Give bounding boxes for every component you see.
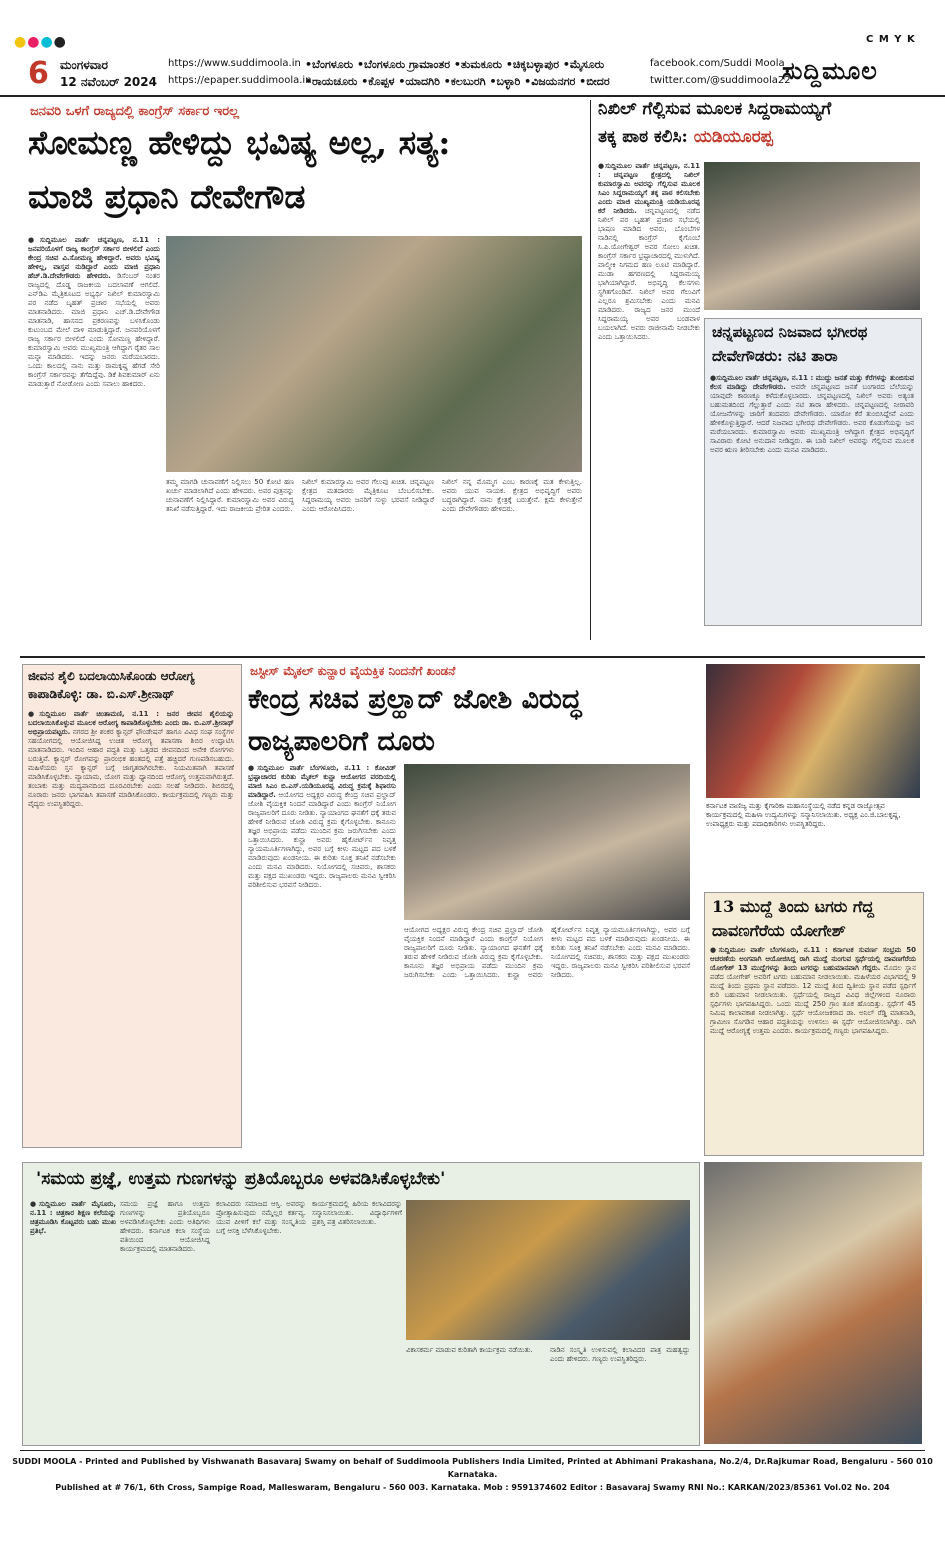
story6-byline: ●ಸುದ್ದಿಮೂಲ ವಾರ್ತೆ ಬೆಂಗಳೂರು, ನ.11 : ಕರ್ನಾಟಕ ಸುವರ್ಣ ಸಂಭ್ರಮ 50 ಆಚರಣೆಯ ಅಂಗವಾಗಿ ಆಯೋಜಿಸಿದ್ದ ರಾಗಿ ಮುದ್ದೆ ನುಂಗುವ ಸ್ಪರ್ಧೆಯಲ್ಲಿ ದಾವಣಗೆರೆಯ ಯೋಗೇಶ್ 13 ಮುದ್ದೆಗಳನ್ನು ತಿಂದು ಟಗರನ್ನು ಬಹುಮಾನವಾಗಿ ಗೆದ್ದರು.: [710, 946, 916, 972]
story6-body: ●ಸುದ್ದಿಮೂಲ ವಾರ್ತೆ ಬೆಂಗಳೂರು, ನ.11 : ಕರ್ನಾಟಕ ಸುವರ್ಣ ಸಂಭ್ರಮ 50 ಆಚರಣೆಯ ಅಂಗವಾಗಿ ಆಯೋಜಿಸಿದ್ದ ರಾಗಿ ಮುದ್ದೆ ನುಂಗುವ ಸ್ಪರ್ಧೆಯಲ್ಲಿ ದಾವಣಗೆರೆಯ ಯೋಗೇಶ್ 13 ಮುದ್ದೆಗಳನ್ನು ತಿಂದು ಟಗರನ್ನು ಬಹುಮಾನವಾಗಿ ಗೆದ್ದರು. ಮೊದಲ ಸ್ಥಾನ ಪಡೆದ ಯೋಗೇಶ್ ಅವರಿಗೆ ಟಗರು ಬಹುಮಾನ ನೀಡಲಾಯಿತು. ಮಹಿಳೆಯರ ವಿಭಾಗದಲ್ಲಿ 9 ಮುದ್ದೆ ತಿಂದು ಪ್ರಥಮ ಸ್ಥಾನ ಪಡೆದರು. 12 ಮುದ್ದೆ ತಿಂದ ದ್ವಿತೀಯ ಸ್ಥಾನ ಪಡೆದ ಸ್ಪರ್ಧಿಗೆ ಕುರಿ ಬಹುಮಾನ ನೀಡಲಾಯಿತು. ಸ್ಪರ್ಧೆಯಲ್ಲಿ ರಾಜ್ಯದ ವಿವಿಧ ಜಿಲ್ಲೆಗಳಿಂದ ನೂರಾರು ಸ್ಪರ್ಧಿಗಳು ಭಾಗವಹಿಸಿದ್ದರು. ಒಂದು ಮುದ್ದೆ 250 ಗ್ರಾಂ ತೂಕ ಹೊಂದಿತ್ತು. ಸ್ಪರ್ಧೆಗೆ 45 ನಿಮಿಷ ಕಾಲಾವಕಾಶ ನೀಡಲಾಗಿತ್ತು. ಸ್ಪರ್ಧೆ ಆಯೋಜಕರಾದ ಡಾ. ಅನಿಲ್ ರೆಡ್ಡಿ ಮಾತನಾಡಿ, ಗ್ರಾಮೀಣ ಸೊಗಡಿನ ಆಹಾರ ಪದ್ಧತಿಯನ್ನು ಉಳಿಸಲು ಈ ಸ್ಪರ್ಧೆ ಆಯೋಜಿಸಲಾಗಿತ್ತು. ರಾಗಿ ಮುದ್ದೆ ಆರೋಗ್ಯಕ್ಕೆ ಉತ್ತಮ ಎಂದರು. ಕಾರ್ಯಕ್ರಮದಲ್ಲಿ ಗಣ್ಯರು ಭಾಗವಹಿಸಿದ್ದರು.: [710, 946, 916, 1035]
story7-byline: ●ಸುದ್ದಿಮೂಲ ವಾರ್ತೆ ಮೈಸೂರು, ನ.11 : ಚಿತ್ರಕಾರ ಶಿಕ್ಷಣ ಕಲೆಯನ್ನು ಚಿತ್ರಮೂಡಿಸಿ ಕೊಟ್ಟವರು ಬಹು ಮುಖ ಪ್ರತಿಭೆ.: [30, 1200, 116, 1235]
edition-cities-row1: •ಬೆಂಗಳೂರು •ಬೆಂಗಳೂರು ಗ್ರಾಮಾಂತರ •ತುಮಕೂರು •ಚಿಕ್ಕಬಳ್ಳಾಪುರ •ಮೈಸೂರು: [305, 58, 605, 71]
story4-headline-line2: ಕಾಪಾಡಿಕೊಳ್ಳಿ: ಡಾ. ಬಿ.ಎಸ್.ಶ್ರೀನಾಥ್: [28, 687, 175, 701]
story1-headline-line1: ಸೋಮಣ್ಣ ಹೇಳಿದ್ದು ಭವಿಷ್ಯ ಅಲ್ಲ, ಸತ್ಯ:: [28, 123, 451, 162]
masthead-date: 12 ನವೆಂಬರ್ 2024: [60, 75, 157, 89]
story4-headline-line1: ಜೀವನ ಶೈಲಿ ಬದಲಾಯಿಸಿಕೊಂಡು ಆರೋಗ್ಯ: [28, 669, 195, 683]
page-number: 6: [28, 56, 49, 91]
story5-headline-line2: ರಾಜ್ಯಪಾಲರಿಗೆ ದೂರು: [248, 726, 435, 757]
story7-body-col6: ನಾಡಿನ ಸಂಸ್ಕೃತಿ ಉಳಿಸುವಲ್ಲಿ ಕಲಾವಿದರ ಪಾತ್ರ ಮಹತ್ವದ್ದು ಎಂದು ಹೇಳಿದರು. ಗಣ್ಯರು ಉಪಸ್ಥಿತರಿದ್ದರು.: [550, 1346, 690, 1363]
website-link[interactable]: https://www.suddimoola.in: [168, 58, 301, 69]
story1-body-col4: ನಿಖಿಲ್ ನನ್ನ ಮೊಮ್ಮಗ ಎಂಬ ಕಾರಣಕ್ಕೆ ಮತ ಕೇಳುತ್ತಿಲ್ಲ. ಅವರು ಯುವ ನಾಯಕ. ಕ್ಷೇತ್ರದ ಅಭಿವೃದ್ಧಿಗೆ ಅವರು ಬದ್ಧರಾಗಿದ್ದಾರೆ. ನಾನು ಕ್ಷೇತ್ರಕ್ಕೆ ಬರುತ್ತೇನೆ. ಕ್ಷಮೆ ಕೇಳುತ್ತೇನೆ ಎಂದು ದೇವೇಗೌಡರು ಹೇಳಿದರು.: [442, 478, 582, 513]
section-divider: [20, 656, 925, 658]
registration-dots: ●●●●: [14, 34, 67, 50]
story7-body-col4: ಕಾರ್ಯಕ್ರಮದಲ್ಲಿ ಹಿರಿಯ ಕಲಾವಿದರನ್ನು ಸನ್ಮಾನಿಸಲಾಯಿತು. ವಿದ್ಯಾರ್ಥಿಗಳಿಗೆ ಪ್ರಶಸ್ತಿ ಪತ್ರ ವಿತರಿಸಲಾಯಿತು.: [312, 1200, 402, 1226]
story6-headline-line1: 13 ಮುದ್ದೆ ತಿಂದು ಟಗರು ಗೆದ್ದ: [712, 897, 875, 916]
imprint-footer: [0, 1455, 945, 1494]
story5-byline: ●ಸುದ್ದಿಮೂಲ ವಾರ್ತೆ ಬೆಂಗಳೂರು, ನ.11 : ಕೋವಿಡ್ ಭ್ರಷ್ಟಾಚಾರದ ಕುರಿತು ಮೈಕಲ್ ಕುನ್ಹಾ ಆಯೋಗದ ವರದಿಯಲ್ಲಿ ಮಾಜಿ ಸಿಎಂ ಬಿ.ಎಸ್.ಯಡಿಯೂರಪ್ಪ ವಿರುದ್ಧ ಕ್ರಮಕ್ಕೆ ಶಿಫಾರಸು ಮಾಡಿದ್ದಾರೆ.: [248, 764, 396, 799]
story7-photo: [406, 1200, 690, 1340]
story2-body: ಚನ್ನಪಟ್ಟಣದಲ್ಲಿ ನಡೆದ ನಿಖಿಲ್ ಪರ ಬೃಹತ್ ಪ್ರಚಾರ ಸಭೆಯಲ್ಲಿ ಭಾಷಣ ಮಾಡಿದ ಅವರು, ಬೊಂಬೆಗಳ ನಾಡಿನಲ್ಲಿ ಕಾಂಗ್ರೆಸ್ ಕೈಗೊಂಬೆ ಸಿ.ಪಿ.ಯೋಗೇಶ್ವರ್ ಅವರ ಸೋಲು ಖಚಿತ. ಕಾಂಗ್ರೆಸ್ ಸರ್ಕಾರ ಭ್ರಷ್ಟಾಚಾರದಲ್ಲಿ ಮುಳುಗಿದೆ. ವಾಲ್ಮೀಕಿ ನಿಗಮದ ಹಣ ಲೂಟಿ ಮಾಡಿದ್ದಾರೆ. ಮುಡಾ ಹಗರಣದಲ್ಲಿ ಸಿದ್ದರಾಮಯ್ಯ ಭಾಗಿಯಾಗಿದ್ದಾರೆ. ಅಭಿವೃದ್ಧಿ ಕೆಲಸಗಳು ಸ್ಥಗಿತಗೊಂಡಿವೆ. ನಿಖಿಲ್ ಅವರ ಗೆಲುವಿಗೆ ಎಲ್ಲರೂ ಶ್ರಮಿಸಬೇಕು ಎಂದು ಮನವಿ ಮಾಡಿದರು. ರಾಜ್ಯದ ಜನರ ಮುಂದೆ ಸಿದ್ದರಾಮಯ್ಯ ಅವರ ಬಂಡವಾಳ ಬಯಲಾಗಿದೆ. ಅವರು ರಾಜೀನಾಮೆ ನೀಡಬೇಕು ಎಂದು ಒತ್ತಾಯಿಸಿದರು.: [598, 207, 700, 341]
story2-headline-line2: ತಕ್ಕ ಪಾಠ ಕಲಿಸಿ: ಯಡಿಯೂರಪ್ಪ: [598, 127, 773, 147]
story7-body-col3: ಕಲಾವಿದರು ಸಮಾಜದ ಆಸ್ತಿ. ಅವರನ್ನು ಪ್ರೋತ್ಸಾಹಿಸುವುದು ನಮ್ಮೆಲ್ಲರ ಕರ್ತವ್ಯ. ಯುವ ಪೀಳಿಗೆ ಕಲೆ ಮತ್ತು ಸಂಸ್ಕೃತಿಯ ಬಗ್ಗೆ ಆಸಕ್ತಿ ಬೆಳೆಸಿಕೊಳ್ಳಬೇಕು.: [216, 1200, 306, 1235]
story3-byline: ●ಸುದ್ದಿಮೂಲ ವಾರ್ತೆ ಚನ್ನಪಟ್ಟಣ, ನ.11 : ಮುದ್ದು ಜನತೆ ಮತ್ತು ಕೆರೆಗಳನ್ನು ತುಂಬಿಸುವ ಕೆಲಸ ಮಾಡಿದ್ದು ದೇವೇಗೌಡರು.: [710, 374, 914, 391]
story2-body-col1: [598, 162, 700, 644]
story2-headline-line1: ನಿಖಿಲ್ ಗೆಲ್ಲಿಸುವ ಮೂಲಕ ಸಿದ್ದರಾಮಯ್ಯಗೆ: [598, 99, 832, 119]
story5-photo: [404, 764, 690, 920]
footer-rule: [20, 1450, 925, 1451]
story5-body-col1: ●ಸುದ್ದಿಮೂಲ ವಾರ್ತೆ ಬೆಂಗಳೂರು, ನ.11 : ಕೋವಿಡ್ ಭ್ರಷ್ಟಾಚಾರದ ಕುರಿತು ಮೈಕಲ್ ಕುನ್ಹಾ ಆಯೋಗದ ವರದಿಯಲ್ಲಿ ಮಾಜಿ ಸಿಎಂ ಬಿ.ಎಸ್.ಯಡಿಯೂರಪ್ಪ ವಿರುದ್ಧ ಕ್ರಮಕ್ಕೆ ಶಿಫಾರಸು ಮಾಡಿದ್ದಾರೆ. ಆಯೋಗದ ಅಧ್ಯಕ್ಷರ ವಿರುದ್ಧ ಕೇಂದ್ರ ಸಚಿವ ಪ್ರಲ್ಹಾದ್ ಜೋಶಿ ವೈಯಕ್ತಿಕ ನಿಂದನೆ ಮಾಡಿದ್ದಾರೆ ಎಂದು ಕಾಂಗ್ರೆಸ್ ನಿಯೋಗ ರಾಜ್ಯಪಾಲರಿಗೆ ದೂರು ನೀಡಿತು. ನ್ಯಾಯಾಂಗದ ಘನತೆಗೆ ಧಕ್ಕೆ ತರುವ ಹೇಳಿಕೆ ನೀಡಿರುವ ಜೋಶಿ ವಿರುದ್ಧ ಕ್ರಮ ಕೈಗೊಳ್ಳಬೇಕು. ಕಾನೂನು ತಜ್ಞರ ಅಭಿಪ್ರಾಯ ಪಡೆದು ಮುಂದಿನ ಕ್ರಮ ಜರುಗಿಸಬೇಕು ಎಂದು ಒತ್ತಾಯಿಸಿದರು. ಕುನ್ಹಾ ಅವರು ಹೈಕೋರ್ಟ್‌ನ ನಿವೃತ್ತ ನ್ಯಾಯಮೂರ್ತಿಗಳಾಗಿದ್ದು, ಅವರ ಬಗ್ಗೆ ಕೀಳು ಮಟ್ಟದ ಪದ ಬಳಕೆ ಮಾಡಿರುವುದು ಖಂಡನೀಯ. ಈ ಕುರಿತು ಸೂಕ್ತ ತನಿಖೆ ನಡೆಸಬೇಕು ಎಂದು ಮನವಿ ಮಾಡಿದರು. ನಿಯೋಗದಲ್ಲಿ ಸಚಿವರು, ಶಾಸಕರು ಮತ್ತು ಪಕ್ಷದ ಮುಖಂಡರು ಇದ್ದರು. ರಾಜ್ಯಪಾಲರು ಮನವಿ ಸ್ವೀಕರಿಸಿ ಪರಿಶೀಲಿಸುವ ಭರವಸೆ ನೀಡಿದರು.: [248, 764, 396, 889]
story7-body-col1: [30, 1200, 116, 1438]
story3-body: ●ಸುದ್ದಿಮೂಲ ವಾರ್ತೆ ಚನ್ನಪಟ್ಟಣ, ನ.11 : ಮುದ್ದು ಜನತೆ ಮತ್ತು ಕೆರೆಗಳನ್ನು ತುಂಬಿಸುವ ಕೆಲಸ ಮಾಡಿದ್ದು ದೇವೇಗೌಡರು. ಅವರೇ ಚನ್ನಪಟ್ಟಣದ ಜನತೆ ಬಂಗಾರದ ಬೆಲೆಯನ್ನು ಯಾವುದೇ ಕಾರಣಕ್ಕೂ ಕಳೆದುಕೊಳ್ಳಬಾರದು. ಚನ್ನಪಟ್ಟಣದಲ್ಲಿ ನಿಖಿಲ್ ಅವರು ಅತ್ಯಂತ ಬಹುಮತದಿಂದ ಗೆಲ್ಲುತ್ತಾರೆ ಎಂದು ನಟಿ ತಾರಾ ಹೇಳಿದರು. ಚನ್ನಪಟ್ಟಣದಲ್ಲಿ ನೀರಾವರಿ ಯೋಜನೆಗಳನ್ನು ಜಾರಿಗೆ ತಂದವರು ದೇವೇಗೌಡರು. ಯಾರೋ ಕೆರೆ ತುಂಬಿಸಿದ್ದೇವೆ ಎಂದು ಹೇಳಿಕೊಳ್ಳುತ್ತಿದ್ದಾರೆ. ಆದರೆ ನಿಜವಾದ ಭಗೀರಥ ದೇವೇಗೌಡರು. ಅವರ ಕೊಡುಗೆಯನ್ನು ಜನ ಮರೆಯಬಾರದು. ಕುಮಾರಸ್ವಾಮಿ ಅವರು ಮುಖ್ಯಮಂತ್ರಿ ಆಗಿದ್ದಾಗ ಕ್ಷೇತ್ರದ ಅಭಿವೃದ್ಧಿಗೆ ಸಾವಿರಾರು ಕೋಟಿ ಅನುದಾನ ನೀಡಿದ್ದರು. ಈ ಬಾರಿ ನಿಖಿಲ್ ಅವರನ್ನು ಗೆಲ್ಲಿಸುವ ಮೂಲಕ ಅವರ ಋಣ ತೀರಿಸಬೇಕು ಎಂದು ಮನವಿ ಮಾಡಿದರು.: [710, 374, 914, 454]
story1-body-col3: ನಿಖಿಲ್ ಕುಮಾರಸ್ವಾಮಿ ಅವರ ಗೆಲುವು ಖಚಿತ. ಚನ್ನಪಟ್ಟಣ ಕ್ಷೇತ್ರದ ಮತದಾರರು ಮೈತ್ರಿಕೂಟ ಬೆಂಬಲಿಸಬೇಕು. ಸಿದ್ದರಾಮಯ್ಯ ಅವರು ಜನರಿಗೆ ಸುಳ್ಳು ಭರವಸೆ ನೀಡಿದ್ದಾರೆ ಎಂದು ಆರೋಪಿಸಿದರು.: [302, 478, 434, 513]
story1-byline: ●ಸುದ್ದಿಮೂಲ ವಾರ್ತೆ ಚನ್ನಪಟ್ಟಣ, ನ.11 : ಜನವರಿಯೊಳಗೆ ರಾಜ್ಯ ಕಾಂಗ್ರೆಸ್ ಸರ್ಕಾರ ಬೀಳಲಿದೆ ಎಂದು ಕೇಂದ್ರ ಸಚಿವ ವಿ.ಸೋಮಣ್ಣ ಹೇಳಿದ್ದಾರೆ. ಅವರು ಭವಿಷ್ಯ ಹೇಳಿಲ್ಲ, ವಾಸ್ತವ ನುಡಿದ್ದಾರೆ ಎಂದು ಮಾಜಿ ಪ್ರಧಾನಿ ಹೆಚ್.ಡಿ.ದೇವೇಗೌಡರು ಹೇಳಿದರು.: [28, 236, 160, 280]
twitter-link[interactable]: twitter.com/@suddimoola22: [650, 75, 791, 86]
competition-photo: [704, 1162, 922, 1444]
event-photo: [706, 664, 920, 798]
story1-photo: [166, 236, 582, 472]
story5-body-col2: ಆಯೋಗದ ಅಧ್ಯಕ್ಷರ ವಿರುದ್ಧ ಕೇಂದ್ರ ಸಚಿವ ಪ್ರಲ್ಹಾದ್ ಜೋಶಿ ವೈಯಕ್ತಿಕ ನಿಂದನೆ ಮಾಡಿದ್ದಾರೆ ಎಂದು ಕಾಂಗ್ರೆಸ್ ನಿಯೋಗ ರಾಜ್ಯಪಾಲರಿಗೆ ದೂರು ನೀಡಿತು. ನ್ಯಾಯಾಂಗದ ಘನತೆಗೆ ಧಕ್ಕೆ ತರುವ ಹೇಳಿಕೆ ನೀಡಿರುವ ಜೋಶಿ ವಿರುದ್ಧ ಕ್ರಮ ಕೈಗೊಳ್ಳಬೇಕು. ಕಾನೂನು ತಜ್ಞರ ಅಭಿಪ್ರಾಯ ಪಡೆದು ಮುಂದಿನ ಕ್ರಮ ಜರುಗಿಸಬೇಕು ಎಂದು ಒತ್ತಾಯಿಸಿದರು. ಕುನ್ಹಾ ಅವರು ಹೈಕೋರ್ಟ್‌ನ ನಿವೃತ್ತ ನ್ಯಾಯಮೂರ್ತಿಗಳಾಗಿದ್ದು, ಅವರ ಬಗ್ಗೆ ಕೀಳು ಮಟ್ಟದ ಪದ ಬಳಕೆ ಮಾಡಿರುವುದು ಖಂಡನೀಯ. ಈ ಕುರಿತು ಸೂಕ್ತ ತನಿಖೆ ನಡೆಸಬೇಕು ಎಂದು ಮನವಿ ಮಾಡಿದರು. ನಿಯೋಗದಲ್ಲಿ ಸಚಿವರು, ಶಾಸಕರು ಮತ್ತು ಪಕ್ಷದ ಮುಖಂಡರು ಇದ್ದರು. ರಾಜ್ಯಪಾಲರು ಮನವಿ ಸ್ವೀಕರಿಸಿ ಪರಿಶೀಲಿಸುವ ಭರವಸೆ ನೀಡಿದರು.: [404, 926, 690, 979]
edition-cities-row2: •ರಾಯಚೂರು •ಕೊಪ್ಪಳ •ಯಾದಗಿರಿ •ಕಲಬುರಗಿ •ಬಳ್ಳಾರಿ •ವಿಜಯನಗರ •ಬೀದರ: [305, 75, 610, 88]
story6-headline-line2: ದಾವಣಗೆರೆಯ ಯೋಗೇಶ್: [712, 921, 846, 940]
story7-body-col5: ವಿಕಾಸಕರ್ಮ ಮಾಡುವ ಕುರಿತಾಗಿ ಕಾರ್ಯಕ್ರಮ ನಡೆಯಿತು.: [406, 1346, 533, 1354]
newspaper-logo: ಸುದ್ದಿಮೂಲ: [782, 56, 878, 85]
story7-body-col2: ಸಮಯ ಪ್ರಜ್ಞೆ ಹಾಗೂ ಉತ್ತಮ ಗುಣಗಳನ್ನು ಪ್ರತಿಯೊಬ್ಬರೂ ಅಳವಡಿಸಿಕೊಳ್ಳಬೇಕು ಎಂದು ಅತಿಥಿಗಳು ಹೇಳಿದರು. ಕರ್ನಾಟಕ ಕಲಾ ಸಂಸ್ಥೆಯ ವತಿಯಿಂದ ಆಯೋಜಿಸಿದ್ದ ಕಾರ್ಯಕ್ರಮದಲ್ಲಿ ಮಾತನಾಡಿದರು.: [120, 1200, 210, 1253]
story7-headline: 'ಸಮಯ ಪ್ರಜ್ಞೆ, ಉತ್ತಮ ಗುಣಗಳನ್ನು ಪ್ರತಿಯೊಬ್ಬರೂ ಅಳವಡಿಸಿಕೊಳ್ಳಬೇಕು': [36, 1169, 446, 1189]
story5-headline-line1: ಕೇಂದ್ರ ಸಚಿವ ಪ್ರಲ್ಹಾದ್ ಜೋಶಿ ವಿರುದ್ಧ: [248, 684, 582, 715]
masthead-day: ಮಂಗಳವಾರ: [60, 58, 109, 72]
facebook-link[interactable]: facebook.com/Suddi Moola: [650, 58, 785, 69]
story5-kicker: ಜಸ್ಟೀಸ್ ಮೈಕಲ್ ಕುನ್ಹಾರ ವೈಯಕ್ತಿಕ ನಿಂದನೆಗೆ ಖಂಡನೆ: [250, 664, 456, 678]
story1-lead: [28, 236, 160, 646]
story4-byline: ●ಸುದ್ದಿಮೂಲ ವಾರ್ತೆ ಚಿಂತಾಮಣಿ, ನ.11 : ಜನರ ಜೀವನ ಶೈಲಿಯನ್ನು ಬದಲಾಯಿಸಿಕೊಳ್ಳುವ ಮೂಲಕ ಆರೋಗ್ಯ ಕಾಪಾಡಿಕೊಳ್ಳಬೇಕು ಎಂದು ಡಾ. ಬಿ.ಎಸ್.ಶ್ರೀನಾಥ್ ಅಭಿಪ್ರಾಯಪಟ್ಟರು.: [28, 710, 234, 736]
story2-byline: ●ಸುದ್ದಿಮೂಲ ವಾರ್ತೆ ಚನ್ನಪಟ್ಟಣ, ನ.11 : ಚನ್ನಪಟ್ಟಣ ಕ್ಷೇತ್ರದಲ್ಲಿ ನಿಖಿಲ್ ಕುಮಾರಸ್ವಾಮಿ ಅವರನ್ನು ಗೆಲ್ಲಿಸುವ ಮೂಲಕ ಸಿಎಂ ಸಿದ್ದರಾಮಯ್ಯಗೆ ತಕ್ಕ ಪಾಠ ಕಲಿಸಬೇಕು ಎಂದು ಮಾಜಿ ಮುಖ್ಯಮಂತ್ರಿ ಯಡಿಯೂರಪ್ಪ ಕರೆ ನೀಡಿದರು.: [598, 162, 700, 215]
story1-body-col2: ತಮ್ಮ ಮಾಗಡಿ ಚುನಾವಣೆಗೆ ನಿಲ್ಲಿಸಲು 50 ಕೋಟಿ ಹಣ ಖರ್ಚು ಮಾಡಲಾಗಿದೆ ಎಂದು ಹೇಳಿದರು. ಅವರ ಪುತ್ರನನ್ನು ಚುನಾವಣೆಗೆ ನಿಲ್ಲಿಸಿದ್ದಾರೆ. ಕುಮಾರಸ್ವಾಮಿ ಅವರ ವಿರುದ್ಧ ತನಿಖೆ ನಡೆಸುತ್ತಿದ್ದಾರೆ. ಇದು ರಾಜಕೀಯ ಪ್ರೇರಿತ ಎಂದರು.: [166, 478, 294, 513]
story1-kicker: ಜನವರಿ ಒಳಗೆ ರಾಜ್ಯದಲ್ಲಿ ಕಾಂಗ್ರೆಸ್ ಸರ್ಕಾರ ಇರಲ್ಲ: [30, 104, 240, 119]
story3-headline-line2: ದೇವೇಗೌಡರು: ನಟಿ ತಾರಾ: [712, 347, 838, 365]
cmyk-tag: C M Y K: [866, 34, 916, 45]
story1-headline-line2: ಮಾಜಿ ಪ್ರಧಾನಿ ದೇವೇಗೌಡ: [28, 177, 306, 216]
event-photo-caption: ಕರ್ನಾಟಕ ವಾಣಿಜ್ಯ ಮತ್ತು ಕೈಗಾರಿಕಾ ಮಹಾಸಂಸ್ಥೆಯಲ್ಲಿ ನಡೆದ ಕನ್ನಡ ರಾಜ್ಯೋತ್ಸವ ಕಾರ್ಯಕ್ರಮದಲ್ಲಿ ಮಹಿಳಾ ಉದ್ಯಮಿಗಳನ್ನು ಸನ್ಮಾನಿಸಲಾಯಿತು. ಅಧ್ಯಕ್ಷ ಎಂ.ಜಿ.ಬಾಲಕೃಷ್ಣ, ಉಪಾಧ್ಯಕ್ಷರು ಮತ್ತು ಪದಾಧಿಕಾರಿಗಳು ಉಪಸ್ಥಿತರಿದ್ದರು.: [706, 802, 901, 828]
story1-body-left: ಡಿಸೆಂಬರ್ ನಂತರ ರಾಜ್ಯದಲ್ಲಿ ದೊಡ್ಡ ರಾಜಕೀಯ ಬದಲಾವಣೆ ಆಗಲಿದೆ. ಎನ್‌ಡಿಎ ಮೈತ್ರಿಕೂಟದ ಅಭ್ಯರ್ಥಿ ನಿಖಿಲ್ ಕುಮಾರಸ್ವಾಮಿ ಪರ ನಡೆದ ಬೃಹತ್ ಪ್ರಚಾರ ಸಭೆಯಲ್ಲಿ ಅವರು ಮಾತನಾಡಿದರು. ಮಾಜಿ ಪ್ರಧಾನಿ ಎಚ್.ಡಿ.ದೇವೇಗೌಡ ಮಾತನಾಡಿ, ಹಾಸನದ ಪ್ರಕರಣವನ್ನು ಬಳಸಿಕೊಂಡು ಕುಟುಂಬದ ಮೇಲೆ ದಾಳಿ ಮಾಡುತ್ತಿದ್ದಾರೆ. ಜನವರಿಯೊಳಗೆ ರಾಜ್ಯ ಸರ್ಕಾರ ಬೀಳಲಿದೆ ಎಂದು ಸೋಮಣ್ಣ ಹೇಳಿದ್ದಾರೆ. ಕುಮಾರಸ್ವಾಮಿ ಅವರು ಮುಖ್ಯಮಂತ್ರಿ ಆಗಿದ್ದಾಗ ರೈತರ ಸಾಲ ಮನ್ನಾ ಮಾಡಿದರು. ಇದನ್ನು ಜನರು ಮರೆಯಬಾರದು. ಒಂದು ಕಾಲದಲ್ಲಿ ನಾನು ಮತ್ತು ರಾಮಕೃಷ್ಣ ಹೆಗಡೆ ಸೇರಿ ಕಾಂಗ್ರೆಸ್ ಸರ್ಕಾರವನ್ನು ತೆಗೆದಿದ್ದೆವು. ಡಿಕೆ ಶಿವಕುಮಾರ್ ಏನು ಮಾಡುತ್ತಾರೆ ನೋಡೋಣ ಎಂದು ಸವಾಲು ಹಾಕಿದರು.: [28, 272, 160, 388]
story4-body: ●ಸುದ್ದಿಮೂಲ ವಾರ್ತೆ ಚಿಂತಾಮಣಿ, ನ.11 : ಜನರ ಜೀವನ ಶೈಲಿಯನ್ನು ಬದಲಾಯಿಸಿಕೊಳ್ಳುವ ಮೂಲಕ ಆರೋಗ್ಯ ಕಾಪಾಡಿಕೊಳ್ಳಬೇಕು ಎಂದು ಡಾ. ಬಿ.ಎಸ್.ಶ್ರೀನಾಥ್ ಅಭಿಪ್ರಾಯಪಟ್ಟರು. ನಗರದ ಶ್ರೀ ಶಂಕರ ಕ್ಯಾನ್ಸರ್ ಫೌಂಡೇಷನ್ ಹಾಗೂ ವಿವಿಧ ಸಂಘ ಸಂಸ್ಥೆಗಳ ಸಹಯೋಗದಲ್ಲಿ ಆಯೋಜಿಸಿದ್ದ ಉಚಿತ ಆರೋಗ್ಯ ತಪಾಸಣಾ ಶಿಬಿರ ಉದ್ಘಾಟಿಸಿ ಮಾತನಾಡಿದರು. ಇಂದಿನ ಆಹಾರ ಪದ್ಧತಿ ಮತ್ತು ಒತ್ತಡದ ಜೀವನದಿಂದ ಅನೇಕ ರೋಗಗಳು ಬರುತ್ತಿವೆ. ಕ್ಯಾನ್ಸರ್ ರೋಗವನ್ನು ಪ್ರಾರಂಭಿಕ ಹಂತದಲ್ಲಿ ಪತ್ತೆ ಹಚ್ಚಿದರೆ ಗುಣಪಡಿಸಬಹುದು. ಮಹಿಳೆಯರು ಸ್ತನ ಕ್ಯಾನ್ಸರ್ ಬಗ್ಗೆ ಜಾಗೃತರಾಗಿರಬೇಕು. ನಿಯಮಿತವಾಗಿ ತಪಾಸಣೆ ಮಾಡಿಸಿಕೊಳ್ಳಬೇಕು. ವ್ಯಾಯಾಮ, ಯೋಗ ಮತ್ತು ಧ್ಯಾನದಿಂದ ಆರೋಗ್ಯ ಉತ್ತಮವಾಗಿರುತ್ತದೆ. ತಂಬಾಕು ಮತ್ತು ಮದ್ಯಪಾನದಿಂದ ದೂರವಿರಬೇಕು ಎಂದು ಸಲಹೆ ನೀಡಿದರು. ಶಿಬಿರದಲ್ಲಿ ನೂರಾರು ಜನರು ಭಾಗವಹಿಸಿ ತಪಾಸಣೆ ಮಾಡಿಸಿಕೊಂಡರು. ಕಾರ್ಯಕ್ರಮದಲ್ಲಿ ಗಣ್ಯರು ಮತ್ತು ವೈದ್ಯರು ಉಪಸ್ಥಿತರಿದ್ದರು.: [28, 710, 234, 808]
column-divider: [590, 100, 591, 640]
epaper-link[interactable]: https://epaper.suddimoola.in: [168, 75, 312, 86]
imprint-line1: SUDDI MOOLA - Printed and Published by Vishwanath Basavaraj Swamy on behalf of Suddimoola Publishers India Limited, Printed at Abhimani Prakashana, No.2/4, Dr.Rajkumar Road, Bengaluru - 560 010 Karnataka.: [12, 1457, 933, 1479]
imprint-line2: Published at # 76/1, 6th Cross, Sampige Road, Malleswaram, Bengaluru - 560 003. Karnataka. Mob : 9591374602 Editor : Basavaraj Swamy RNI No.: KARKAN/2023/85361 Vol.02 No. 204: [55, 1483, 890, 1492]
story3-headline-line1: ಚನ್ನಪಟ್ಟಣದ ನಿಜವಾದ ಭಗೀರಥ: [712, 323, 868, 341]
story2-photo: [704, 162, 920, 310]
